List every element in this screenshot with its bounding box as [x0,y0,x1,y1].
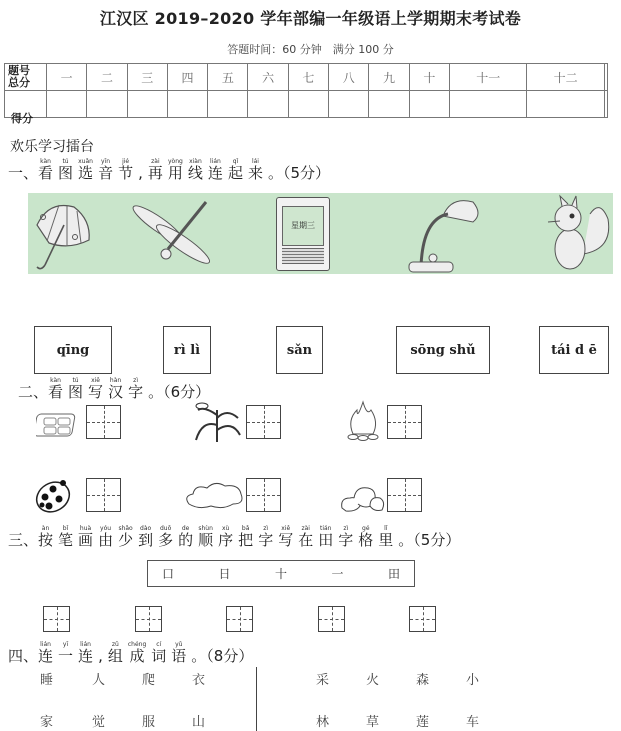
tian-grid-rice[interactable] [246,405,281,439]
hanzi: 序 [218,531,234,549]
pinyin: zì [343,525,349,532]
word-card[interactable]: 山 [192,715,206,730]
score-cell[interactable] [449,91,526,118]
tian-grid-answer-2[interactable] [135,606,162,632]
hanzi: 在 [298,531,314,549]
pinyin: lǐ [384,525,388,532]
stroke-char-tian: 田 [387,567,400,581]
pinyin-char [198,525,213,549]
pinyin: lián [40,641,51,648]
squirrel-icon [538,193,613,274]
pinyin-char [151,641,166,665]
score-cell[interactable] [248,91,288,118]
pinyin-box-san[interactable]: sǎn [276,326,323,374]
score-cell[interactable] [604,91,607,118]
pinyin-char [258,525,273,549]
pinyin: yòng [167,158,183,165]
col-total [604,64,607,91]
pinyin-char [168,158,183,182]
pinyin: gé [362,525,370,532]
field-icon [36,410,80,444]
question-3-prompt [8,525,460,549]
pinyin: kàn [40,158,51,165]
pinyin-char [48,377,63,401]
hanzi: 写 [278,531,294,549]
word-card[interactable]: 小 [466,673,480,688]
q3-number: 三、 [8,531,39,549]
tian-grid-answer-3[interactable] [226,606,253,632]
stroke-char-yi: 一 [331,567,344,581]
hanzi: 图 [68,383,84,401]
hanzi: 笔 [58,531,74,549]
hanzi: 连 [207,164,223,182]
hanzi: 字 [258,531,274,549]
hanzi: 到 [138,531,154,549]
col-6: 六 [248,64,288,91]
word-card[interactable]: 莲 [416,715,430,730]
pinyin-char [78,641,93,665]
pinyin-char [108,377,123,401]
score-cell[interactable] [329,91,369,118]
hanzi: 成 [129,647,145,665]
pinyin: dào [140,525,152,532]
hanzi: 看 [48,383,64,401]
pinyin-char [58,158,73,182]
pinyin: tú [62,158,69,165]
hanzi: 看 [38,164,54,182]
score-cell[interactable] [369,91,409,118]
tian-grid-answer-5[interactable] [409,606,436,632]
pinyin-char [88,377,103,401]
pinyin-char [278,525,293,549]
word-card[interactable]: 爬 [142,673,156,688]
pinyin: yī [62,641,69,648]
tian-grid-ladybug[interactable] [86,478,121,512]
exam-subtitle: 答题时间：60 分钟 满分 100 分 [227,43,394,56]
pinyin-char [38,525,53,549]
pinyin: lián [80,641,91,648]
pinyin-char [298,525,313,549]
calendar-icon [273,193,333,274]
hanzi: 的 [178,531,194,549]
pinyin-box-rili[interactable]: rì lì [163,326,211,374]
word-card[interactable]: 觉 [92,715,106,730]
col-2: 二 [87,64,127,91]
hanzi: 少 [118,531,134,549]
pinyin-char [138,525,153,549]
pinyin-char [138,158,143,182]
pinyin: yīn [101,158,111,165]
pinyin-char [188,158,203,182]
fire-icon [345,398,381,446]
pinyin-char [118,525,133,549]
cloud-icon [183,480,245,514]
pinyin: yǔ [175,641,183,648]
hanzi: 汉 [108,383,124,401]
pinyin: kàn [50,377,61,384]
col-10: 十 [409,64,449,91]
word-card[interactable]: 家 [40,715,54,730]
stroke-char-shi: 十 [274,567,287,581]
pinyin: shǎo [118,525,133,532]
score-cell[interactable] [127,91,167,118]
q1-points: 。（5分） [267,164,331,182]
hanzi: 用 [167,164,183,182]
pinyin: duō [159,525,172,532]
word-card[interactable]: 火 [366,673,380,688]
dragonfly-icon [128,193,223,274]
pinyin-char [238,525,253,549]
pinyin-char [228,158,243,182]
pinyin-char [171,641,186,665]
pinyin-char [338,525,353,549]
hanzi: 语 [171,647,187,665]
pinyin-char [118,158,133,182]
hanzi: 写 [88,383,104,401]
pinyin-char [68,377,83,401]
hanzi: 再 [147,164,163,182]
word-card[interactable]: 衣 [192,673,206,688]
hanzi: 一 [58,647,74,665]
score-row-label: 得分 [11,112,33,125]
stroke-char-ri: 日 [218,567,231,581]
lamp-icon [403,193,483,274]
pinyin: jié [122,158,130,165]
pinyin-box-taide[interactable]: tái d ē [539,326,609,374]
pinyin: xiě [281,525,291,532]
col-9: 九 [369,64,409,91]
score-table-header-row [5,64,608,91]
pinyin: xiàn [189,158,202,165]
hanzi: , [98,647,103,665]
hanzi: 多 [158,531,174,549]
tian-grid-fire[interactable] [387,405,422,439]
q4-points: 。（8分） [191,647,254,665]
word-card[interactable]: 人 [92,673,106,688]
stones-icon [340,484,386,516]
pinyin-char [378,525,393,549]
pinyin: zǔ [111,641,119,648]
col-12: 十二 [527,64,604,91]
umbrella-icon [28,193,100,274]
pinyin-box-songshu[interactable]: sōng shǔ [396,326,490,374]
hanzi: 连 [78,647,94,665]
score-table [4,63,608,118]
word-card[interactable]: 睡 [40,673,54,688]
tian-grid-stones[interactable] [387,478,422,512]
pinyin: qǐ [232,158,239,165]
pinyin: bǎ [241,525,250,532]
score-cell[interactable] [208,91,248,118]
pinyin: zì [133,377,138,384]
pinyin: huà [79,525,92,532]
pinyin: shùn [198,525,213,532]
tian-grid-answer-4[interactable] [318,606,345,632]
pinyin-char [38,641,53,665]
hanzi: 字 [128,383,144,401]
pinyin: xiě [91,377,101,384]
pinyin: àn [41,525,50,532]
q3-points: 。（5分） [398,531,461,549]
pinyin-char [248,158,263,182]
pinyin: chéng [127,641,147,648]
section-heading: 欢乐学习擂台 [10,139,94,155]
q4-number: 四、 [8,647,39,665]
pinyin: cí [156,641,162,648]
word-card[interactable]: 林 [316,715,330,730]
pinyin: zì [263,525,269,532]
pinyin: zài [301,525,310,532]
pinyin: lián [210,158,221,165]
hanzi: 画 [78,531,94,549]
hanzi: 音 [98,164,114,182]
hanzi: 起 [227,164,243,182]
word-card[interactable]: 车 [466,715,480,730]
col-7: 七 [288,64,328,91]
pinyin-box-qing[interactable]: qīng [34,326,112,374]
q1-number: 一、 [8,164,39,182]
pinyin: zài [151,158,160,165]
pinyin-char [358,525,373,549]
pinyin: lái [251,158,259,165]
hanzi: 由 [98,531,114,549]
col-5: 五 [208,64,248,91]
q2-points: 。（6分） [148,383,211,401]
col-8: 八 [329,64,369,91]
question-2-prompt [18,377,210,401]
hanzi: 来 [247,164,263,182]
pinyin-char [108,641,123,665]
pinyin: tú [72,377,79,384]
hanzi: 连 [38,647,54,665]
pinyin: xù [221,525,230,532]
row-header-label: 题号 总分 [5,64,47,91]
score-cell[interactable] [47,91,87,118]
pinyin-char [208,158,223,182]
score-cell[interactable] [167,91,207,118]
hanzi: 选 [78,164,94,182]
pinyin: hàn [109,377,122,384]
ladybug-icon [33,475,75,519]
pinyin-char [58,525,73,549]
exam-title: 江汉区 2019–2020 学年部编一年级语上学期期末考试卷 [99,9,522,28]
score-cell[interactable] [409,91,449,118]
col-1: 一 [47,64,87,91]
pinyin: xuǎn [78,158,93,165]
rice-plant-icon [192,400,242,446]
word-card[interactable]: 采 [316,673,330,688]
hanzi: 字 [338,531,354,549]
tian-grid-answer-1[interactable] [43,606,70,632]
q2-number: 二、 [18,383,49,401]
pinyin-char [148,158,163,182]
pinyin: yóu [100,525,112,532]
col-11: 十一 [449,64,526,91]
pinyin-char [98,158,113,182]
pinyin-char [158,525,173,549]
score-cell[interactable] [527,91,604,118]
hanzi: 里 [378,531,394,549]
score-cell[interactable] [87,91,127,118]
q1-picture-strip [28,193,613,274]
pinyin-char [218,525,233,549]
pinyin-char [78,525,93,549]
tian-grid-cloud[interactable] [246,478,281,512]
stroke-order-word-box [147,560,415,587]
hanzi: 按 [38,531,54,549]
pinyin-char [178,525,193,549]
word-card[interactable]: 服 [142,715,156,730]
question-4-prompt [8,641,253,665]
word-card[interactable]: 草 [366,715,380,730]
pinyin: tián [319,525,332,532]
hanzi: 词 [151,647,167,665]
pinyin-char [98,641,103,665]
hanzi: 顺 [198,531,214,549]
hanzi: 组 [107,647,123,665]
calendar-text: 星期三 [282,206,324,246]
word-card[interactable]: 森 [416,673,430,688]
col-3: 三 [127,64,167,91]
question-1-prompt [8,158,330,182]
hanzi: 图 [58,164,74,182]
hanzi: 线 [187,164,203,182]
col-4: 四 [167,64,207,91]
score-cell[interactable] [288,91,328,118]
pinyin-char [128,641,146,665]
pinyin-char [318,525,333,549]
pinyin-char [58,641,73,665]
pinyin-char [38,158,53,182]
hanzi: 格 [358,531,374,549]
hanzi: , [138,164,143,182]
pinyin-char [98,525,113,549]
pinyin-char [78,158,93,182]
pinyin: bǐ [62,525,69,532]
hanzi: 田 [318,531,334,549]
divider-line [256,667,257,731]
pinyin: de [181,525,190,532]
tian-grid-field[interactable] [86,405,121,439]
hanzi: 把 [238,531,254,549]
score-table-score-row [5,91,608,118]
pinyin-char [128,377,143,401]
hanzi: 节 [118,164,134,182]
stroke-char-kou: 口 [162,567,175,581]
